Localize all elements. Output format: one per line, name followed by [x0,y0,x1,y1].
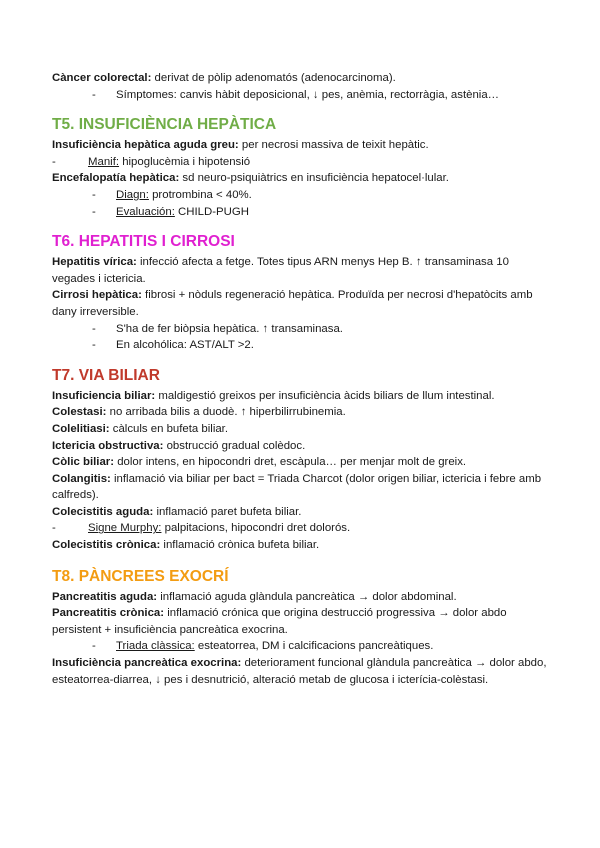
definition-line: Còlic biliar: dolor intens, en hipocondri dret, escàpula… per menjar molt de greix. [52,456,467,469]
list-item: - Manif: hipoglucèmia i hipotensió [52,155,251,168]
term: Càncer colorectal: [52,72,152,84]
definition-line: Colelitiasi: càlculs en bufeta biliar. [52,422,229,435]
definition-line: Pancreatitis crònica: inflamació crónica que origina destrucció progressiva → dolor abdo persistent + insuficiència pancreàtica exocrina. [52,607,507,636]
section-title-t7: T7. VIA BILIAR [52,366,160,384]
definition-line: Insuficiència pancreàtica exocrina: deteriorament funcional glàndula pancreàtica → dolor abdo, esteatorrea-diarrea, ↓ pes i desnutrició, alteració metab de glucosa i icterícia-colèstasi. [52,657,547,686]
definition-line: Colangitis: inflamació via biliar per bact = Triada Charcot (dolor origen biliar, ictericia i febre amb calfreds). [52,472,542,502]
definition-line: Colecistitis crònica: inflamació crònica bufeta biliar. [52,539,320,552]
intro-line: Càncer colorectal: derivat de pòlip adenomatós (adenocarcinoma). [52,72,396,84]
list-item: - Signe Murphy: palpitacions, hipocondri dret dolorós. [52,522,351,535]
list-item: - Evaluación: CHILD-PUGH [92,205,249,218]
definition-line: Insuficiència hepàtica aguda greu: per necrosi massiva de teixit hepàtic. [52,139,429,152]
list-item: - Símptomes: canvis hàbit deposicional, ↓ pes, anèmia, rectorràgia, astènia… [92,88,500,101]
definition-line: Cirrosi hepàtica: fibrosi + nòduls regeneració hepàtica. Produïda per necrosi d'hepatòcits amb dany irreversible. [52,289,533,318]
definition-line: Insuficiencia biliar: maldigestió greixos per insuficiència àcids biliars de llum intestinal. [52,389,495,402]
list-item: - Triada clàssica: esteatorrea, DM i calcificacions pancreàtiques. [92,640,434,653]
definition-line: Ictericia obstructiva: obstrucció gradual colèdoc. [52,439,306,452]
definition-line: Pancreatitis aguda: inflamació aguda glàndula pancreàtica → dolor abdominal. [52,590,457,603]
list-item: - En alcohólica: AST/ALT >2. [92,339,254,352]
definition-line: Encefalopatía hepàtica: sd neuro-psiquiàtrics en insuficiència hepatocel·lular. [52,172,449,185]
section-title-t8: T8. PÀNCREES EXOCRÍ [52,567,229,585]
list-item: - Diagn: protrombina < 40%. [92,188,252,201]
definition-line: Colestasi: no arribada bilis a duodè. ↑ hiperbilirrubinemia. [52,406,346,419]
section-title-t6: T6. HEPATITIS I CIRROSI [52,233,235,251]
definition-line: Hepatitis vírica: infecció afecta a fetge. Totes tipus ARN menys Hep B. ↑ transaminasa 10 vegades i ictericia. [52,256,509,285]
list-item: - S'ha de fer biòpsia hepàtica. ↑ transaminasa. [92,322,343,335]
definition-line: Colecistitis aguda: inflamació paret bufeta biliar. [52,505,302,518]
section-title-t5: T5. INSUFICIÈNCIA HEPÀTICA [52,116,277,134]
